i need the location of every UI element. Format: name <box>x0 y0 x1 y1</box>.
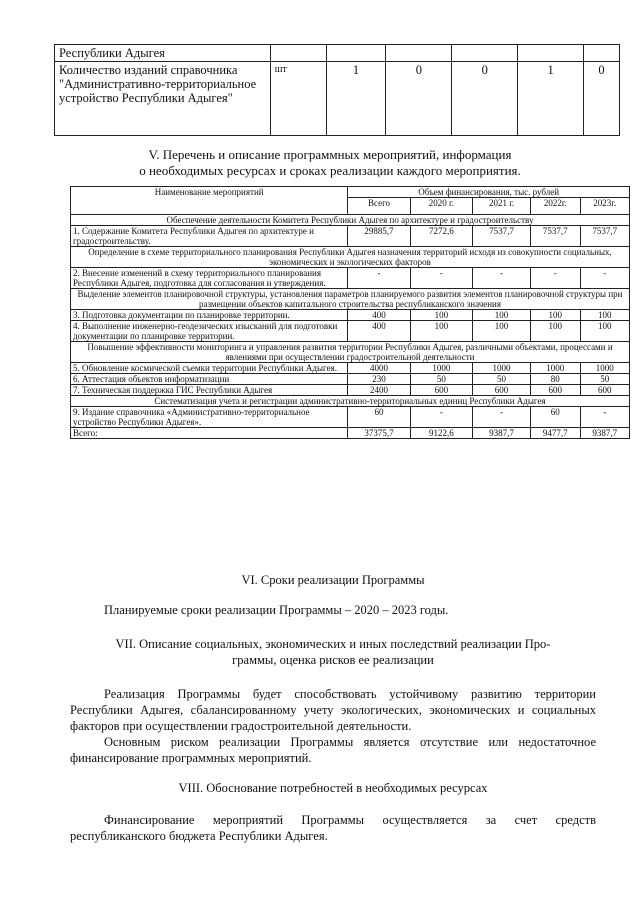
event-name: 6. Аттестация объектов информатизации <box>71 374 348 385</box>
funding-table <box>70 186 630 439</box>
value-cell: 60 <box>348 407 410 428</box>
value-cell: 100 <box>531 310 580 321</box>
value-cell: 60 <box>531 407 580 428</box>
value-cell: 0 <box>583 62 619 136</box>
value-cell: - <box>580 407 629 428</box>
value-cell: 7537,7 <box>531 226 580 247</box>
value-cell: 100 <box>531 321 580 342</box>
value-cell: 1000 <box>473 363 531 374</box>
table-row <box>71 226 630 247</box>
total-value: 37375,7 <box>348 428 410 439</box>
value-cell: 4000 <box>348 363 410 374</box>
value-cell: - <box>531 268 580 289</box>
event-name: 1. Содержание Комитета Республики Адыгея по архитектуре и градостроительству. <box>71 226 348 247</box>
value-cell: 400 <box>348 310 410 321</box>
value-cell: 600 <box>580 385 629 396</box>
value-cell: 100 <box>473 310 531 321</box>
section-title: Выделение элементов планировочной структуры, установления параметров планируемого развития элементов планировочной структуры при размещении объектов капитального строительства республиканского значения <box>71 289 630 310</box>
event-name: 7. Техническая поддержка ГИС Республики Адыгея <box>71 385 348 396</box>
value-cell: 400 <box>348 321 410 342</box>
event-name: 4. Выполнение инженерно-геодезических изысканий для подготовки документации по планировке территории. <box>71 321 348 342</box>
value-cell: 0 <box>386 62 452 136</box>
header-funding: Объем финансирования, тыс. рублей <box>348 187 630 198</box>
value-cell: 29885,7 <box>348 226 410 247</box>
table-row <box>71 310 630 321</box>
value-cell: 600 <box>531 385 580 396</box>
value-cell: 100 <box>580 321 629 342</box>
section8-title: VIII. Обоснование потребностей в необходимых ресурсах <box>178 781 488 795</box>
value-cell: 100 <box>580 310 629 321</box>
value-cell: 2400 <box>348 385 410 396</box>
section-row <box>71 247 630 268</box>
value-cell: 0 <box>452 62 518 136</box>
section-title: Определение в схеме территориального планирования Республики Адыгея назначения территорий исходя из совокупности социальных, экономических и экологических факторов <box>71 247 630 268</box>
section-row <box>71 342 630 363</box>
section5-title: V. Перечень и описание программных мероприятий, информация о необходимых ресурсах и сроках реализации каждого мероприятия. <box>139 147 521 178</box>
value-cell: - <box>473 268 531 289</box>
unit-cell: шт <box>270 62 326 136</box>
value-cell: - <box>410 268 472 289</box>
value-cell: 1000 <box>410 363 472 374</box>
total-label: Всего: <box>71 428 348 439</box>
section-row <box>71 215 630 226</box>
section7-title: VII. Описание социальных, экономических и иных последствий реализации Про- граммы, оценка рисков ее реализации <box>115 637 551 667</box>
section-title: Систематизация учета и регистрации административно-территориальных единиц Республики Адыгея <box>71 396 630 407</box>
section-title: Повышение эффективности мониторинга и управления развития территории Республики Адыгея, различными объектами, процессами и явлениями при осуществлении градостроительной деятельности <box>71 342 630 363</box>
value-cell: - <box>580 268 629 289</box>
value-cell: 230 <box>348 374 410 385</box>
table-row <box>71 407 630 428</box>
table-row <box>71 374 630 385</box>
value-cell: - <box>348 268 410 289</box>
table-row <box>71 321 630 342</box>
section7-para2: Основным риском реализации Программы является отсутствие или недостаточное финансирование программных мероприятий. <box>70 735 596 765</box>
row-label: Количество изданий справочника "Административно-территориальное устройство Республики Адыгея" <box>55 62 271 136</box>
total-value: 9477,7 <box>531 428 580 439</box>
value-cell: 100 <box>473 321 531 342</box>
event-name: 9. Издание справочника «Административно-территориальное устройство Республики Адыгея». <box>71 407 348 428</box>
table-row <box>71 385 630 396</box>
value-cell: 7537,7 <box>580 226 629 247</box>
section6-text: Планируемые сроки реализации Программы – 2020 – 2023 годы. <box>104 603 449 617</box>
value-cell: 1000 <box>580 363 629 374</box>
value-cell: 1000 <box>531 363 580 374</box>
value-cell: 7537,7 <box>473 226 531 247</box>
table-row <box>71 268 630 289</box>
col-header: Всего <box>348 198 410 215</box>
value-cell: 7272,6 <box>410 226 472 247</box>
indicator-table <box>54 44 620 136</box>
col-header: 2022г. <box>531 198 580 215</box>
value-cell: 50 <box>580 374 629 385</box>
value-cell: 100 <box>410 310 472 321</box>
value-cell: 50 <box>473 374 531 385</box>
table-row <box>55 45 620 62</box>
section-title: Обеспечение деятельности Комитета Республики Адыгея по архитектуре и градостроительству <box>71 215 630 226</box>
header-event: Наименование мероприятий <box>71 187 348 215</box>
col-header: 2023г. <box>580 198 629 215</box>
total-value: 9122,6 <box>410 428 472 439</box>
value-cell: 50 <box>410 374 472 385</box>
value-cell: 100 <box>410 321 472 342</box>
section8-para: Финансирование мероприятий Программы осуществляется за счет средств республиканского бюджета Республики Адыгея. <box>70 813 596 843</box>
total-value: 9387,7 <box>473 428 531 439</box>
section-row <box>71 396 630 407</box>
total-row <box>71 428 630 439</box>
section-row <box>71 289 630 310</box>
table-row <box>55 62 620 136</box>
row-label: Республики Адыгея <box>55 45 271 62</box>
col-header: 2020 г. <box>410 198 472 215</box>
value-cell: - <box>473 407 531 428</box>
section6-title: VI. Сроки реализации Программы <box>241 573 425 587</box>
section7-para1: Реализация Программы будет способствовать устойчивому развитию территории Республики Адыгея, сбалансированному учету экологических, экономических и социальных факторов при осуществлении градостроительной деятельности. <box>70 687 596 733</box>
value-cell: - <box>410 407 472 428</box>
event-name: 5. Обновление космической съемки территории Республики Адыгея. <box>71 363 348 374</box>
total-value: 9387,7 <box>580 428 629 439</box>
event-name: 2. Внесение изменений в схему территориального планирования Республики Адыгея, подготовка для согласования и утверждения. <box>71 268 348 289</box>
value-cell: 1 <box>326 62 386 136</box>
value-cell: 80 <box>531 374 580 385</box>
event-name: 3. Подготовка документации по планировке территории. <box>71 310 348 321</box>
value-cell: 1 <box>518 62 584 136</box>
value-cell: 600 <box>410 385 472 396</box>
col-header: 2021 г. <box>473 198 531 215</box>
value-cell: 600 <box>473 385 531 396</box>
table-row <box>71 363 630 374</box>
